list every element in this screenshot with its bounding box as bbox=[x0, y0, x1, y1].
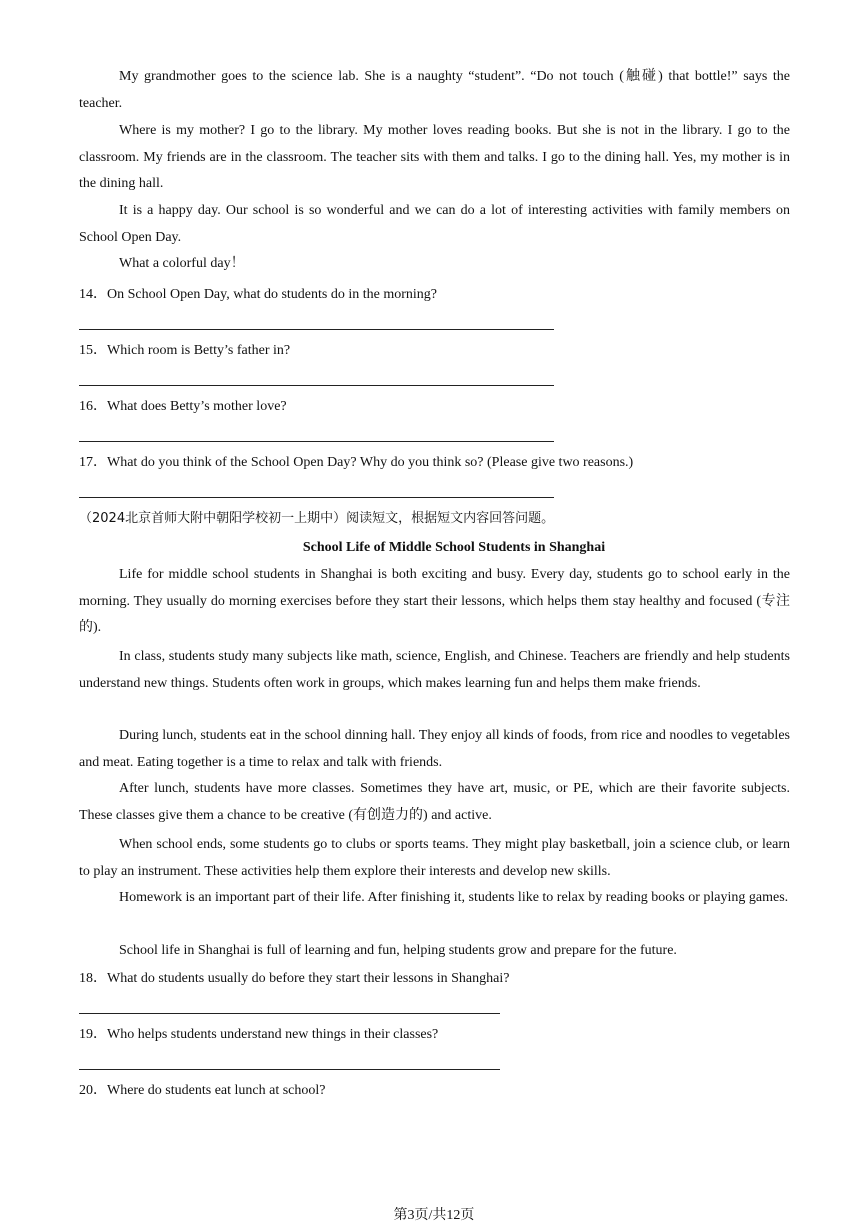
question-number: 16． bbox=[79, 399, 107, 414]
passage1-paragraph-1: My grandmother goes to the science lab. She is a naughty “student”. “Do not touch (触碰) that bottle!” says the teacher. bbox=[79, 69, 790, 111]
answer-line-15[interactable] bbox=[79, 385, 554, 386]
question-19 bbox=[79, 1025, 438, 1045]
answer-line-16[interactable] bbox=[79, 441, 554, 442]
passage2-paragraph-4: After lunch, students have more classes. Sometimes they have art, music, or PE, which are their favorite subjects. These classes give them a chance to be creative (有创造力的) and active. bbox=[79, 781, 790, 823]
passage1-paragraph-2: Where is my mother? I go to the library. My mother loves reading books. But she is not in the library. I go to the classroom. My friends are in the classroom. The teacher sits with them and talks. I go to the dining hall. Yes, my mother is in the dining hall. bbox=[79, 123, 790, 192]
question-text: What do students usually do before they start their lessons in Shanghai? bbox=[107, 971, 510, 986]
question-18 bbox=[79, 969, 509, 989]
question-number: 14． bbox=[79, 287, 107, 302]
passage2-paragraph-5: When school ends, some students go to clubs or sports teams. They might play basketball, join a science club, or learn to play an instrument. These activities help them explore their interests and develop new skills. bbox=[79, 837, 790, 879]
page-number: 第3页/共12页 bbox=[393, 1208, 475, 1223]
answer-line-18[interactable] bbox=[79, 1013, 500, 1014]
question-14 bbox=[79, 285, 437, 305]
question-number: 17． bbox=[79, 455, 107, 470]
passage2-paragraph-2: In class, students study many subjects like math, science, English, and Chinese. Teachers are friendly and help students understand new things. Students often work in groups, which makes learning fun and helps them make friends. bbox=[79, 649, 790, 691]
question-text: Who helps students understand new things in their classes? bbox=[107, 1027, 439, 1042]
exercise-source: （2024北京首师大附中朝阳学校初一上期中）阅读短文，根据短文内容回答问题。 bbox=[79, 511, 555, 526]
passage1-paragraph-4: What a colorful day！ bbox=[119, 256, 245, 271]
question-text: Where do students eat lunch at school? bbox=[107, 1083, 326, 1098]
question-17 bbox=[79, 453, 633, 473]
question-number: 20． bbox=[79, 1083, 107, 1098]
passage2-paragraph-6: Homework is an important part of their life. After finishing it, students like to relax by reading books or playing games. bbox=[119, 890, 789, 905]
passage2-paragraph-1: Life for middle school students in Shanghai is both exciting and busy. Every day, students go to school early in the morning. They usually do morning exercises before they start their lessons, which helps them stay healthy and focused (专注的). bbox=[79, 567, 790, 636]
question-number: 18． bbox=[79, 971, 107, 986]
question-text: On School Open Day, what do students do in the morning? bbox=[107, 287, 437, 302]
passage1-paragraph-3: It is a happy day. Our school is so wonderful and we can do a lot of interesting activities with family members on School Open Day. bbox=[79, 203, 790, 245]
question-text: Which room is Betty’s father in? bbox=[107, 343, 291, 358]
question-15 bbox=[79, 341, 290, 361]
question-20 bbox=[79, 1081, 325, 1101]
question-text: What do you think of the School Open Day? Why do you think so? (Please give two reasons.) bbox=[107, 455, 634, 470]
passage2-paragraph-7: School life in Shanghai is full of learning and fun, helping students grow and prepare for the future. bbox=[119, 943, 677, 958]
question-number: 19． bbox=[79, 1027, 107, 1042]
passage2-paragraph-3: During lunch, students eat in the school dinning hall. They enjoy all kinds of foods, from rice and noodles to vegetables and meat. Eating together is a time to relax and talk with friends. bbox=[79, 728, 790, 770]
answer-line-19[interactable] bbox=[79, 1069, 500, 1070]
passage-title: School Life of Middle School Students in Shanghai bbox=[302, 540, 606, 555]
question-16 bbox=[79, 397, 287, 417]
answer-line-14[interactable] bbox=[79, 329, 554, 330]
question-text: What does Betty’s mother love? bbox=[107, 399, 287, 414]
question-number: 15． bbox=[79, 343, 107, 358]
answer-line-17[interactable] bbox=[79, 497, 554, 498]
